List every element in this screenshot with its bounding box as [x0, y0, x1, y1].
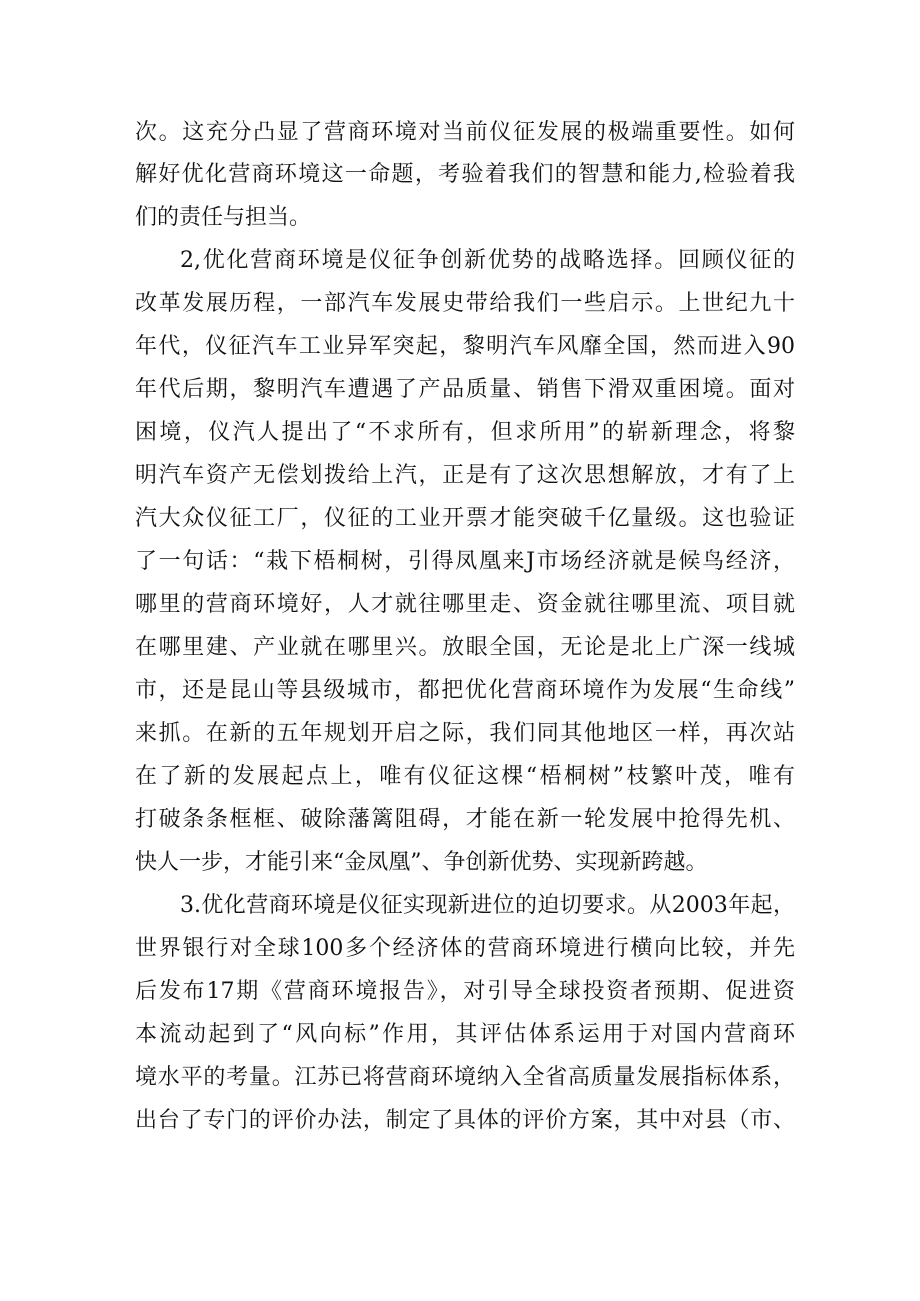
paragraph-3-heading-line: 3.优化营商环境是仪征实现新进位的迫切要求。从2003年起， — [180, 893, 795, 918]
text-line: 打破条条框框、破除藩篱阻碍，才能在新一轮发展中抢得先机、 — [135, 807, 795, 832]
text-line: 本流动起到了“风向标”作用，其评估体系运用于对国内营商环 — [135, 1022, 795, 1047]
text-line: 年代，仪征汽车工业异军突起，黎明汽车风靡全国，然而进入90 — [135, 334, 795, 359]
text-line: 困境，仪汽人提出了“不求所有，但求所用”的崭新理念，将黎 — [135, 420, 795, 445]
text-line: 后发布17期《营商环境报告》，对引导全球投资者预期、促进资 — [135, 979, 795, 1004]
text-line: 明汽车资产无偿划拨给上汽，正是有了这次思想解放，才有了上 — [135, 463, 795, 488]
text-line: 改革发展历程，一部汽车发展史带给我们一些启示。上世纪九十 — [135, 291, 795, 316]
text-line: 次。这充分凸显了营商环境对当前仪征发展的极端重要性。如何 — [135, 120, 795, 145]
text-line: 世界银行对全球100多个经济体的营商环境进行横向比较，并先 — [135, 936, 795, 961]
text-line: 境水平的考量。江苏已将营商环境纳入全省高质量发展指标体系， — [135, 1065, 795, 1090]
text-line: 在哪里建、产业就在哪里兴。放眼全国，无论是北上广深一线城 — [135, 635, 795, 660]
text-line: 在了新的发展起点上，唯有仪征这棵“梧桐树”枝繁叶茂，唯有 — [135, 764, 795, 789]
text-line: 市，还是昆山等县级城市，都把优化营商环境作为发展“生命线” — [135, 678, 795, 703]
text-line: 快人一步，才能引来“金凤凰”、争创新优势、实现新跨越。 — [135, 850, 708, 875]
paragraph-2-heading-line: 2,优化营商环境是仪征争创新优势的战略选择。回顾仪征的 — [180, 248, 795, 273]
text-line: 来抓。在新的五年规划开启之际，我们同其他地区一样，再次站 — [135, 721, 795, 746]
text-line: 出台了专门的评价办法，制定了具体的评价方案，其中对县（市、 — [135, 1108, 795, 1133]
text-line: 汽大众仪征工厂，仪征的工业开票才能突破千亿量级。这也验证 — [135, 506, 795, 531]
text-line: 们的责任与担当。 — [135, 205, 312, 230]
text-line: 哪里的营商环境好，人才就往哪里走、资金就往哪里流、项目就 — [135, 592, 795, 617]
text-line: 了一句话：“栽下梧桐树，引得凤凰来J市场经济就是候鸟经济， — [135, 549, 795, 574]
text-line: 年代后期，黎明汽车遭遇了产品质量、销售下滑双重困境。面对 — [135, 377, 795, 402]
text-line: 解好优化营商环境这一命题，考验着我们的智慧和能力,检验着我 — [135, 162, 795, 187]
